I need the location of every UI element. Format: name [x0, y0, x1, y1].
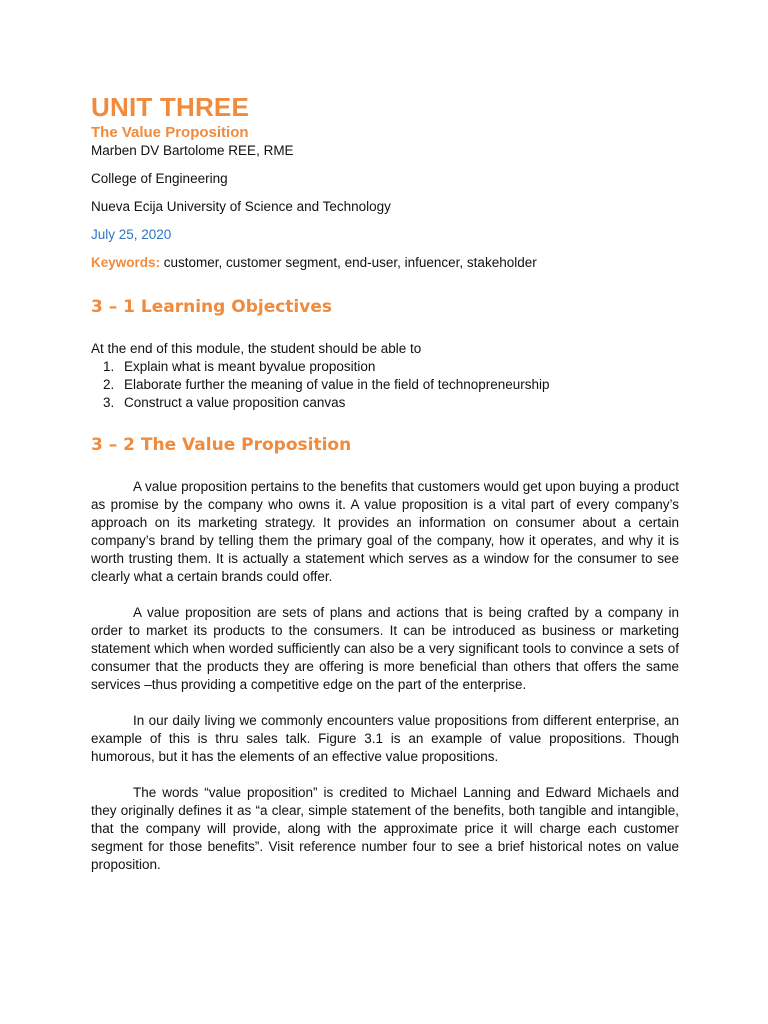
objective-item: 3. Construct a value proposition canvas — [118, 394, 679, 412]
objectives-intro: At the end of this module, the student should be able to — [91, 341, 422, 356]
keywords-text: customer, customer segment, end-user, infuencer, stakeholder — [160, 255, 537, 270]
objective-item: 1. Explain what is meant byvalue proposition — [118, 358, 679, 376]
university-line: Nueva Ecija University of Science and Technology — [91, 199, 391, 214]
keywords-label: Keywords: — [91, 255, 161, 270]
body-paragraph: In our daily living we commonly encounters value propositions from different enterprise, an example of this is thru sales talk. Figure 3.1 is an example of value propositions. Though humorous, but it has the elements of an effective value propositions. — [91, 713, 679, 764]
body-paragraph: The words “value proposition” is credited to Michael Lanning and Edward Michaels and they originally defines it as “a clear, simple statement of the benefits, both tangible and intangible, that the company will provide, along with the approximate price it will charge each customer segment for those benefits”. Visit reference number four to see a brief historical notes on value proposition. — [91, 785, 679, 872]
document-page — [91, 90, 679, 874]
unit-subtitle: The Value Proposition — [91, 124, 249, 141]
body-paragraph: A value proposition are sets of plans and actions that is being crafted by a company in order to market its products to the consumers. It can be introduced as business or marketing statement which when worded sufficiently can also be a very significant tools to convince a sets of consumer that the products they are offering is more beneficial than others that offers the same services –thus providing a competitive edge on the part of the enterprise. — [91, 605, 679, 692]
body-paragraph: A value proposition pertains to the benefits that customers would get upon buying a product as promise by the company who owns it. A value proposition is a vital part of every company’s approach on its marketing strategy. It provides an information on consumer about a certain company’s brand by telling them the primary goal of the company, how it operates, and why it is worth trusting them. It is actually a statement which serves as a window for the consumer to see clearly what a certain brands could offer. — [91, 479, 679, 584]
section-heading-learning-objectives: 3 – 1 Learning Objectives — [91, 297, 332, 317]
keywords-line — [91, 254, 679, 272]
date-line: July 25, 2020 — [91, 227, 172, 242]
college-line: College of Engineering — [91, 171, 228, 186]
objective-item: 2. Elaborate further the meaning of value in the field of technopreneurship — [118, 376, 679, 394]
section-heading-value-proposition: 3 – 2 The Value Proposition — [91, 435, 352, 455]
unit-title: UNIT THREE — [91, 92, 249, 122]
author-line: Marben DV Bartolome REE, RME — [91, 143, 294, 158]
objectives-list — [91, 358, 679, 412]
